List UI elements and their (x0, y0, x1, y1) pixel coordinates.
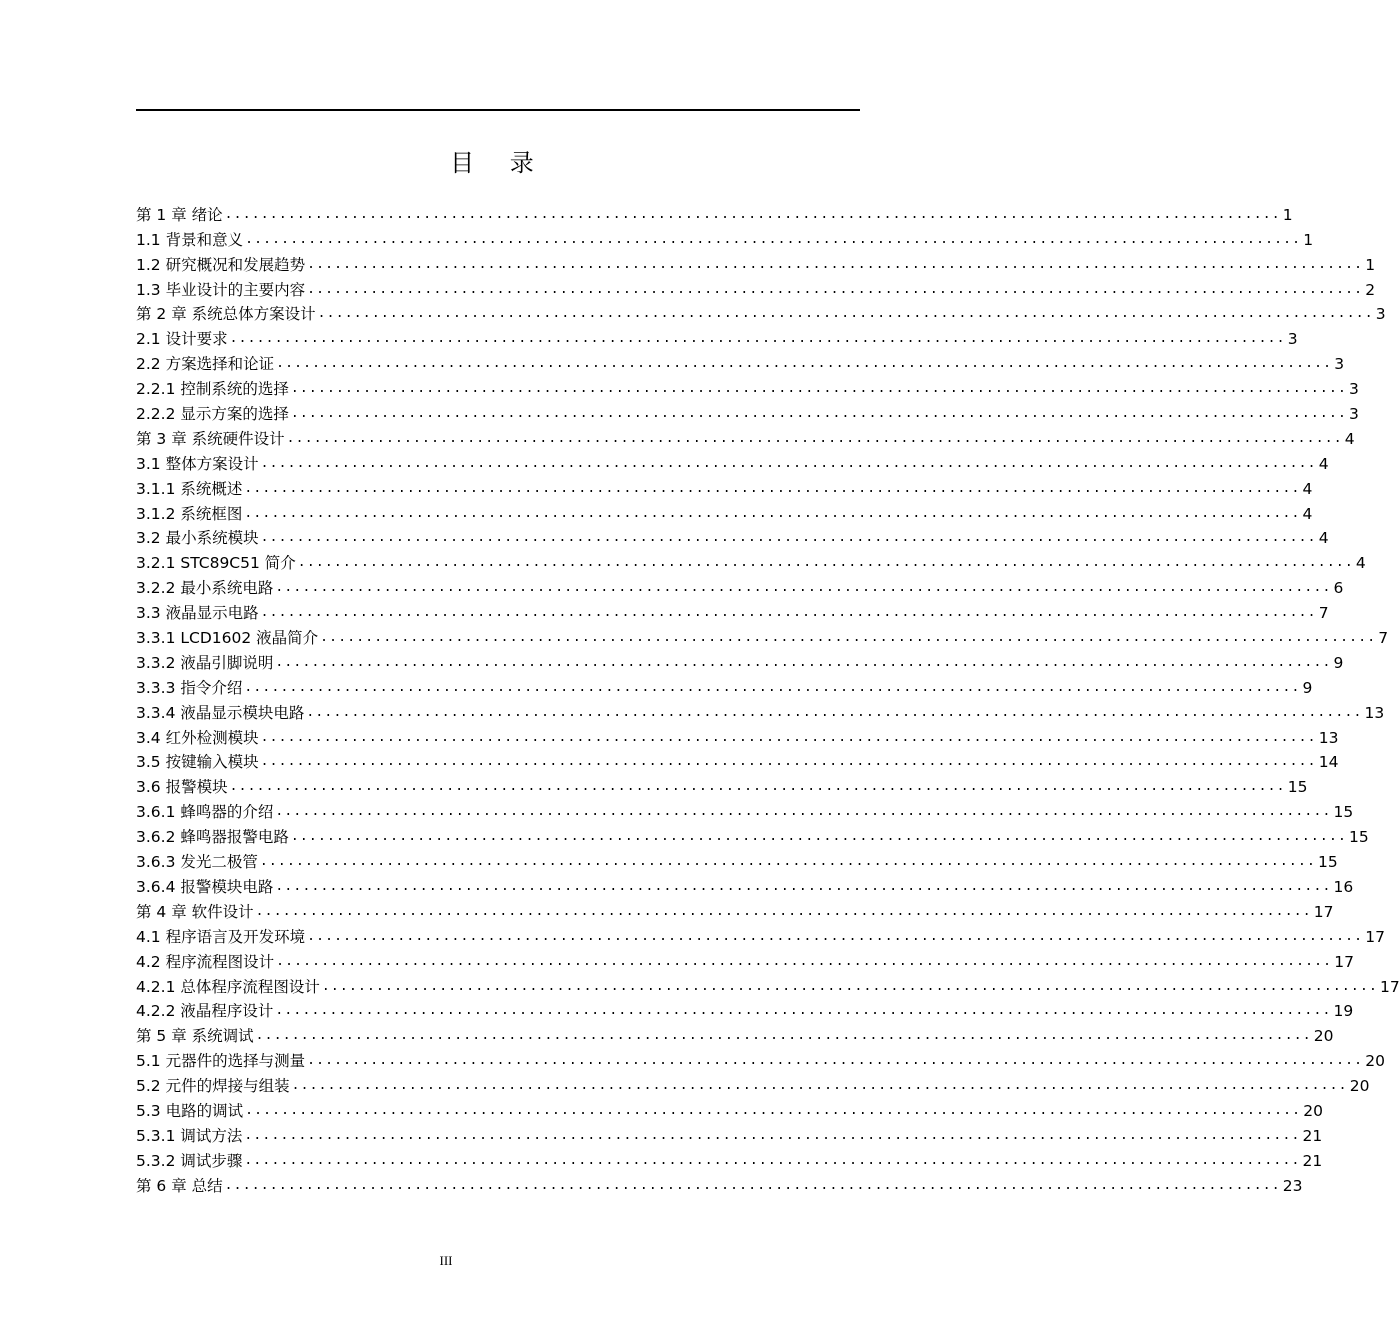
toc-entry[interactable] (136, 275, 1376, 300)
toc-entry-page: 14 (1318, 753, 1339, 772)
dot-leader: ..................................................................................................................... (275, 804, 1332, 820)
toc-entry[interactable] (136, 598, 1329, 623)
dot-leader: ..................................................................................................................... (224, 206, 1281, 222)
toc-entry[interactable] (136, 648, 1344, 673)
dot-leader: ..................................................................................................................... (297, 555, 1354, 571)
toc-entry-title: 第 2 章 系统总体方案设计 (136, 305, 316, 324)
toc-entry-page: 15 (1318, 853, 1338, 872)
toc-entry[interactable] (136, 399, 1359, 424)
toc-entry-title: 第 1 章 绪论 (136, 205, 223, 224)
toc-entry-title: 5.1 元器件的选择与测量 (136, 1052, 306, 1071)
toc-entry[interactable] (136, 1096, 1323, 1121)
toc-entry-title: 5.3.2 调试步骤 (136, 1151, 243, 1170)
toc-entry[interactable] (136, 474, 1313, 499)
toc-entry-page: 6 (1333, 579, 1344, 598)
toc-entry-title: 3.2.1 STC89C51 简介 (136, 554, 296, 573)
toc-entry-title: 3.4 红外检测模块 (136, 728, 259, 747)
toc-entry-title: 2.2 方案选择和论证 (136, 355, 275, 374)
toc-entry[interactable] (136, 250, 1376, 275)
toc-entry-page: 17 (1365, 927, 1385, 946)
toc-entry-title: 5.3.1 调试方法 (136, 1126, 243, 1145)
dot-leader: ..................................................................................................................... (244, 1127, 1301, 1143)
toc-entry-page: 17 (1313, 902, 1334, 921)
toc-entry[interactable] (136, 499, 1313, 524)
toc-entry-page: 1 (1303, 230, 1314, 249)
toc-entry-page: 4 (1355, 554, 1366, 573)
toc-entry-page: 21 (1302, 1151, 1323, 1170)
toc-entry-title: 3.2.2 最小系统电路 (136, 579, 274, 598)
toc-entry-title: 3.6.3 发光二极管 (136, 853, 258, 872)
toc-entry-page: 3 (1349, 405, 1359, 424)
toc-entry[interactable] (136, 1121, 1323, 1146)
toc-entry[interactable] (136, 723, 1339, 748)
toc-entry[interactable] (136, 1046, 1385, 1071)
dot-leader: ..................................................................................................................... (306, 704, 1363, 720)
toc-entry-page: 7 (1378, 629, 1389, 648)
dot-leader: ..................................................................................................................... (317, 306, 1374, 322)
page-title: 目 录 (450, 149, 548, 177)
toc-entry[interactable] (136, 1071, 1370, 1096)
toc-entry-title: 1.1 背景和意义 (136, 230, 244, 249)
dot-leader: ..................................................................................................................... (275, 654, 1332, 670)
dot-leader: ..................................................................................................................... (255, 1028, 1312, 1044)
toc-entry-page: 13 (1318, 728, 1339, 747)
dot-leader: ..................................................................................................................... (275, 1003, 1332, 1019)
toc-entry-page: 1 (1365, 255, 1376, 274)
dot-leader: ..................................................................................................................... (276, 356, 1333, 372)
dot-leader: ..................................................................................................................... (290, 381, 1347, 397)
toc-entry-page: 1 (1282, 205, 1293, 224)
dot-leader: ..................................................................................................................... (275, 580, 1332, 596)
toc-entry-title: 2.1 设计要求 (136, 330, 228, 349)
toc-entry[interactable] (136, 822, 1369, 847)
toc-entry-title: 1.2 研究概况和发展趋势 (136, 255, 306, 274)
dot-leader: ..................................................................................................................... (286, 430, 1343, 446)
toc-entry[interactable] (136, 698, 1385, 723)
toc-entry-title: 3.3.2 液晶引脚说明 (136, 653, 274, 672)
dot-leader: ..................................................................................................................... (245, 231, 1302, 247)
toc-entry-page: 3 (1334, 355, 1345, 374)
toc-entry[interactable] (136, 200, 1293, 225)
toc-entry-page: 3 (1349, 380, 1359, 399)
toc-entry[interactable] (136, 847, 1338, 872)
toc-entry-title: 第 4 章 软件设计 (136, 902, 254, 921)
dot-leader: ..................................................................................................................... (290, 829, 1347, 845)
page-number: III (439, 1253, 453, 1268)
toc-entry-title: 第 5 章 系统调试 (136, 1027, 254, 1046)
toc-entry-page: 4 (1302, 504, 1313, 523)
toc-entry-title: 4.2.1 总体程序流程图设计 (136, 977, 320, 996)
toc-entry-title: 第 3 章 系统硬件设计 (136, 429, 285, 448)
toc-entry-title: 5.2 元件的焊接与组装 (136, 1077, 290, 1096)
toc-entry[interactable] (136, 1146, 1323, 1171)
dot-leader: ..................................................................................................................... (244, 679, 1301, 695)
toc-entry-page: 3 (1375, 305, 1386, 324)
toc-entry-title: 4.2 程序流程图设计 (136, 952, 275, 971)
toc-entry-page: 19 (1333, 1002, 1354, 1021)
dot-leader: ..................................................................................................................... (255, 903, 1312, 919)
toc-entry[interactable] (136, 324, 1298, 349)
toc-entry-title: 4.1 程序语言及开发环境 (136, 927, 306, 946)
dot-leader: ..................................................................................................................... (260, 455, 1317, 471)
toc-entry-title: 3.6.1 蜂鸣器的介绍 (136, 803, 274, 822)
toc-entry-title: 3.3.3 指令介绍 (136, 678, 243, 697)
toc-entry[interactable] (136, 748, 1339, 773)
dot-leader: ..................................................................................................................... (307, 281, 1364, 297)
dot-leader: ..................................................................................................................... (244, 480, 1301, 496)
toc-entry-page: 15 (1333, 803, 1354, 822)
dot-leader: ..................................................................................................................... (259, 854, 1316, 870)
toc-entry-title: 3.3.4 液晶显示模块电路 (136, 703, 305, 722)
toc-entry-page: 4 (1318, 529, 1329, 548)
toc-entry-page: 20 (1365, 1052, 1385, 1071)
toc-entry-title: 3.3.1 LCD1602 液晶简介 (136, 629, 319, 648)
toc-entry-page: 17 (1334, 952, 1354, 971)
toc-entry-title: 5.3 电路的调试 (136, 1101, 244, 1120)
toc-entry-page: 20 (1303, 1101, 1323, 1120)
dot-leader: ..................................................................................................................... (321, 978, 1378, 994)
toc-entry-page: 23 (1282, 1176, 1303, 1195)
toc-entry-title: 3.5 按键输入模块 (136, 753, 259, 772)
toc-entry-page: 4 (1302, 479, 1313, 498)
toc-entry-title: 2.2.1 控制系统的选择 (136, 380, 289, 399)
toc-entry[interactable] (136, 449, 1329, 474)
dot-leader: ..................................................................................................................... (260, 754, 1317, 770)
dot-leader: ..................................................................................................................... (244, 505, 1301, 521)
dot-leader: ..................................................................................................................... (244, 1152, 1301, 1168)
dot-leader: ..................................................................................................................... (307, 928, 1364, 944)
toc-entry-page: 9 (1333, 653, 1344, 672)
toc-entry-title: 3.1 整体方案设计 (136, 454, 259, 473)
toc-entry-title: 3.6 报警模块 (136, 778, 228, 797)
dot-leader: ..................................................................................................................... (275, 878, 1332, 894)
dot-leader: ..................................................................................................................... (291, 1078, 1348, 1094)
dot-leader: ..................................................................................................................... (224, 1177, 1281, 1193)
dot-leader: ..................................................................................................................... (290, 406, 1347, 422)
toc-entry[interactable] (136, 947, 1354, 972)
toc-entry-page: 4 (1344, 429, 1355, 448)
toc-entry-title: 第 6 章 总结 (136, 1176, 223, 1195)
toc-entry-page: 21 (1302, 1126, 1323, 1145)
dot-leader: ..................................................................................................................... (229, 779, 1286, 795)
toc-entry-page: 3 (1287, 330, 1298, 349)
toc-entry-page: 9 (1302, 678, 1313, 697)
dot-leader: ..................................................................................................................... (260, 530, 1317, 546)
header-rule (136, 109, 860, 111)
toc-entry[interactable] (136, 797, 1354, 822)
toc-entry-page: 4 (1318, 454, 1329, 473)
toc-entry[interactable] (136, 548, 1366, 573)
toc-entry-title: 1.3 毕业设计的主要内容 (136, 280, 306, 299)
dot-leader: ..................................................................................................................... (245, 1102, 1302, 1118)
toc-entry[interactable] (136, 573, 1344, 598)
dot-leader: ..................................................................................................................... (260, 729, 1317, 745)
toc-entry[interactable] (136, 997, 1354, 1022)
dot-leader: ..................................................................................................................... (276, 953, 1333, 969)
toc-entry-title: 2.2.2 显示方案的选择 (136, 405, 289, 424)
toc-entry[interactable] (136, 524, 1329, 549)
toc-entry[interactable] (136, 897, 1334, 922)
toc-entry[interactable] (136, 300, 1386, 325)
toc-entry[interactable] (136, 922, 1385, 947)
toc-entry[interactable] (136, 225, 1314, 250)
toc-entry-title: 3.2 最小系统模块 (136, 529, 259, 548)
dot-leader: ..................................................................................................................... (260, 605, 1317, 621)
toc-entry-title: 4.2.2 液晶程序设计 (136, 1002, 274, 1021)
toc-entry[interactable] (136, 872, 1354, 897)
toc-entry[interactable] (136, 623, 1389, 648)
toc-entry-title: 3.1.2 系统框图 (136, 504, 243, 523)
toc-entry-page: 13 (1364, 703, 1385, 722)
toc-entry[interactable] (136, 1021, 1334, 1046)
toc-entry-page: 2 (1365, 280, 1376, 299)
toc-entry-page: 15 (1349, 828, 1369, 847)
toc-entry-page: 7 (1318, 604, 1329, 623)
toc-entry[interactable] (136, 772, 1308, 797)
toc-entry-page: 16 (1333, 877, 1354, 896)
dot-leader: ..................................................................................................................... (307, 256, 1364, 272)
toc-entry-title: 3.3 液晶显示电路 (136, 604, 259, 623)
toc-entry-title: 3.1.1 系统概述 (136, 479, 243, 498)
dot-leader: ..................................................................................................................... (320, 630, 1377, 646)
toc-entry-title: 3.6.4 报警模块电路 (136, 877, 274, 896)
table-of-contents (136, 200, 1400, 1196)
toc-entry-page: 20 (1313, 1027, 1334, 1046)
toc-entry[interactable] (136, 972, 1400, 997)
toc-entry-title: 3.6.2 蜂鸣器报警电路 (136, 828, 289, 847)
toc-entry-page: 17 (1380, 977, 1400, 996)
toc-entry[interactable] (136, 424, 1355, 449)
dot-leader: ..................................................................................................................... (307, 1053, 1364, 1069)
dot-leader: ..................................................................................................................... (229, 331, 1286, 347)
toc-entry[interactable] (136, 1171, 1303, 1196)
toc-entry-page: 15 (1287, 778, 1308, 797)
toc-entry[interactable] (136, 349, 1345, 374)
toc-entry-page: 20 (1349, 1077, 1370, 1096)
toc-entry[interactable] (136, 673, 1313, 698)
toc-entry[interactable] (136, 374, 1359, 399)
